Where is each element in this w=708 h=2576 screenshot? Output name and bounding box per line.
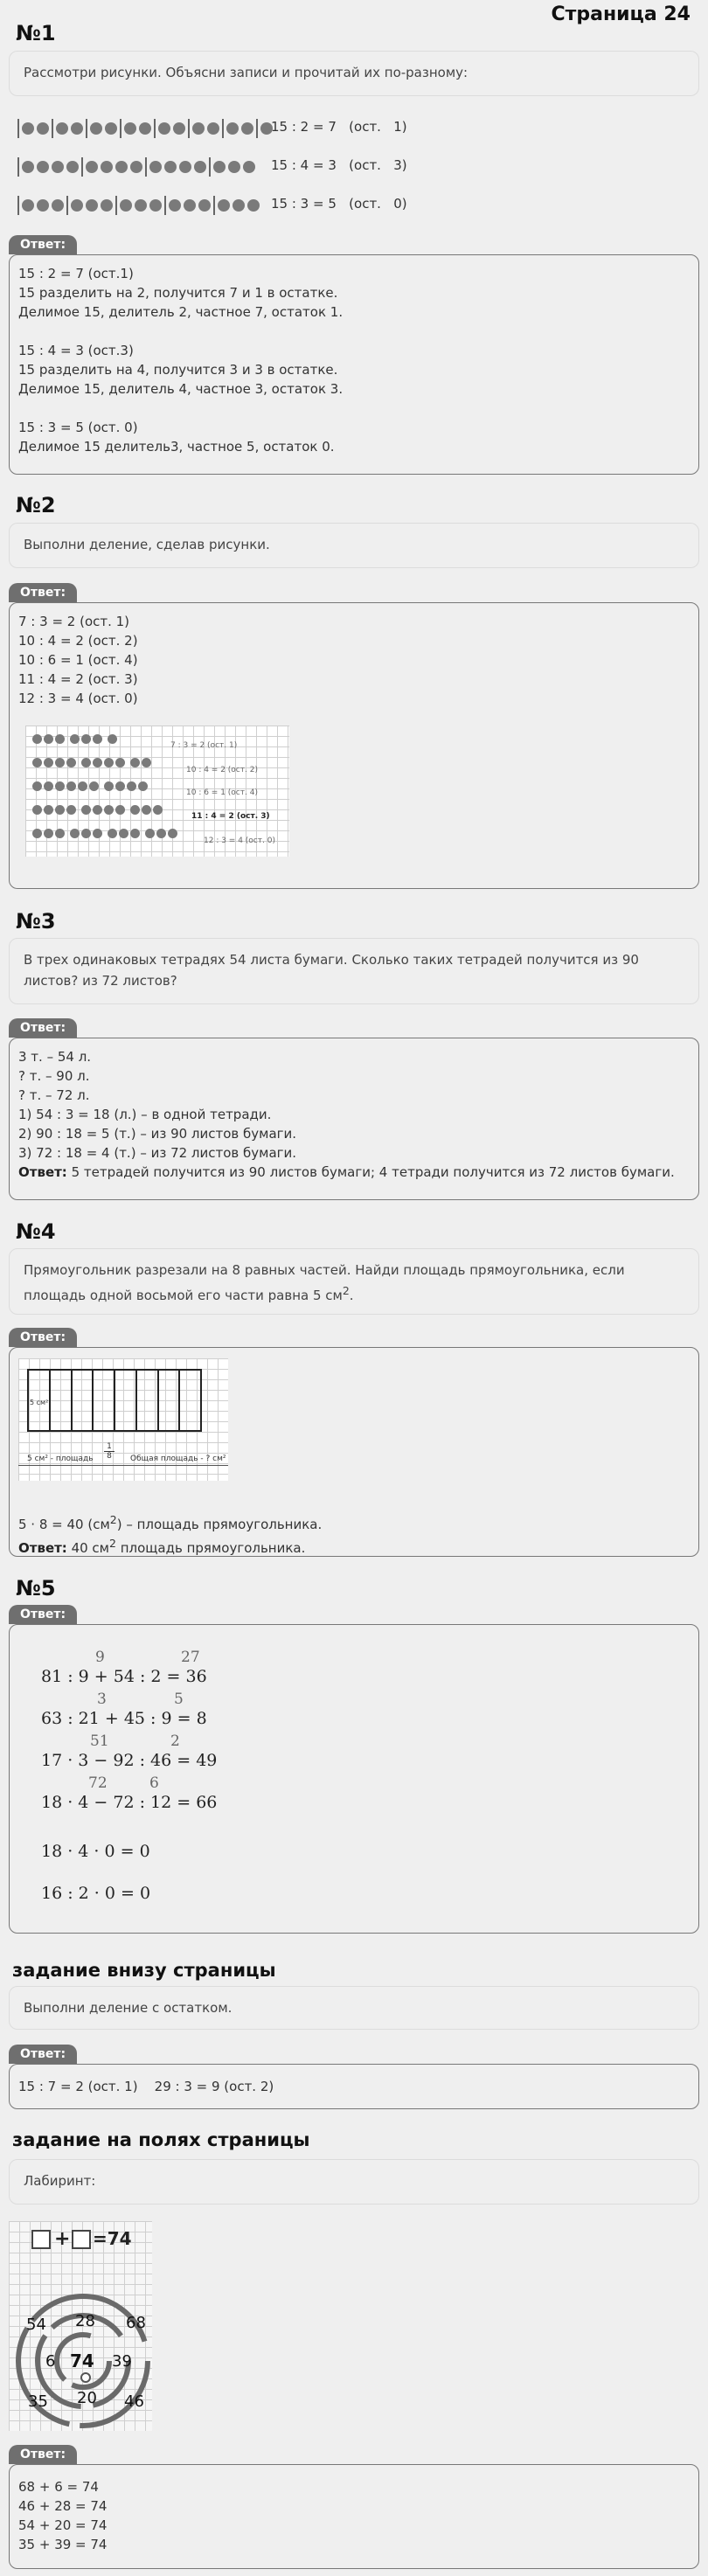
task-2-answer — [9, 602, 699, 889]
maze-figure — [9, 2221, 152, 2431]
answer-line: ? т. – 90 л. — [18, 1068, 90, 1084]
answer-line: 54 + 20 = 74 — [18, 2517, 108, 2533]
dot — [93, 758, 102, 767]
fig-left: 5 см² - площадь — [27, 1455, 94, 1463]
task-5-title: №5 — [16, 1576, 56, 1600]
plus-sign: + — [54, 2228, 71, 2250]
dot — [179, 161, 191, 173]
dot — [22, 199, 34, 212]
task-3-answer — [9, 1038, 699, 1200]
group-divider — [213, 196, 215, 215]
dot — [44, 758, 53, 767]
intermediate-value: 51 — [90, 1732, 109, 1750]
dot — [108, 734, 117, 744]
dot — [71, 122, 83, 135]
rect-part — [159, 1371, 181, 1430]
group-divider — [120, 119, 121, 138]
dot — [115, 781, 125, 791]
dot — [213, 161, 226, 173]
dot — [233, 199, 245, 212]
dot — [93, 805, 102, 815]
dot — [226, 122, 239, 135]
task-1-question — [9, 51, 699, 96]
fig-label: 10 : 6 = 1 (ост. 4) — [186, 788, 258, 797]
dot — [55, 829, 65, 838]
dot — [115, 758, 125, 767]
dot — [32, 805, 42, 815]
expression: 18 · 4 − 72 : 12 = 66 — [41, 1793, 218, 1812]
group-divider — [66, 196, 68, 215]
dot — [70, 829, 80, 838]
intermediate-value: 3 — [97, 1691, 107, 1708]
group-divider — [188, 119, 190, 138]
group-divider — [17, 119, 19, 138]
group-divider — [81, 157, 83, 177]
answer-line: 15 : 3 = 5 (ост. 0) — [18, 420, 138, 435]
maze-number: 20 — [77, 2389, 97, 2407]
task-1-eq-2: 15 : 4 = 3 (ост. 3) — [271, 157, 407, 173]
answer-line: 2) 90 : 18 = 5 (т.) – из 90 листов бумаги. — [18, 1126, 297, 1142]
rect-part — [94, 1371, 115, 1430]
dot — [145, 829, 155, 838]
dot — [130, 829, 140, 838]
task-2-question — [9, 523, 699, 568]
dot — [86, 161, 98, 173]
dot — [81, 829, 91, 838]
intermediate-value: 27 — [181, 1649, 200, 1666]
dot — [124, 122, 136, 135]
group-divider — [86, 119, 87, 138]
answer-line: 10 : 4 = 2 (ост. 2) — [18, 633, 138, 649]
task-1-eq-3: 15 : 3 = 5 (ост. 0) — [271, 196, 407, 212]
dot — [37, 199, 49, 212]
dot-row — [17, 119, 262, 138]
dot — [44, 781, 53, 791]
answer-line: 3 т. – 54 л. — [18, 1049, 92, 1065]
intermediate-value: 6 — [149, 1774, 159, 1792]
margin-task-title: задание на полях страницы — [12, 2129, 310, 2150]
group-divider — [115, 196, 117, 215]
dot — [127, 781, 136, 791]
rect-part — [51, 1371, 73, 1430]
dot — [130, 758, 140, 767]
answer-line: 15 : 4 = 3 (ост.3) — [18, 343, 134, 358]
rectangle-8-parts — [27, 1369, 202, 1432]
dot — [81, 805, 91, 815]
dot — [130, 161, 142, 173]
dot — [22, 122, 34, 135]
dot-row — [17, 157, 262, 177]
dot — [184, 199, 196, 212]
answer-line: 15 : 2 = 7 (ост.1) — [18, 266, 134, 281]
intermediate-value: 9 — [95, 1649, 105, 1666]
dot — [32, 758, 42, 767]
bottom-task-title: задание внизу страницы — [12, 1960, 276, 1981]
dot — [247, 199, 260, 212]
task-4-figure — [18, 1358, 228, 1481]
expression: 16 : 2 · 0 = 0 — [41, 1884, 151, 1903]
task-4-answer — [9, 1347, 699, 1557]
task-5-answer-tag: Ответ: — [9, 1605, 77, 1624]
group-divider — [154, 119, 156, 138]
answer-line: 15 разделить на 2, получится 7 и 1 в остатке. — [18, 285, 338, 301]
answer-line: 5 · 8 = 40 $(см^2)$ – площадь прямоугольника. — [18, 1513, 323, 1532]
dot — [138, 781, 148, 791]
task-1-eq-1: 15 : 2 = 7 (ост. 1) — [271, 119, 407, 135]
dot — [32, 734, 42, 744]
dot — [81, 758, 91, 767]
dot — [115, 161, 128, 173]
group-divider — [222, 119, 224, 138]
dot — [44, 734, 53, 744]
intermediate-value: 2 — [170, 1732, 180, 1750]
dot — [52, 161, 64, 173]
dot — [37, 122, 49, 135]
answer-line: ? т. – 72 л. — [18, 1087, 90, 1103]
dot — [93, 829, 102, 838]
answer-line: 12 : 3 = 4 (ост. 0) — [18, 691, 138, 706]
dot — [104, 805, 114, 815]
expression: 63 : 21 + 45 : 9 = 8 — [41, 1709, 207, 1728]
answer-line: 7 : 3 = 2 (ост. 1) — [18, 614, 130, 629]
dot — [44, 829, 53, 838]
maze-number: 28 — [75, 2312, 95, 2330]
task-2-answer-tag: Ответ: — [9, 583, 77, 602]
group-divider — [145, 157, 147, 177]
dot — [52, 199, 64, 212]
task-4-answer-tag: Ответ: — [9, 1328, 77, 1347]
answer-line: 10 : 6 = 1 (ост. 4) — [18, 652, 138, 668]
task-5-answer — [9, 1624, 699, 1934]
dot — [89, 781, 99, 791]
task-2-figure — [25, 726, 289, 857]
task-1-figure — [0, 110, 708, 215]
dot — [130, 805, 140, 815]
fig-label: 7 : 3 = 2 (ост. 1) — [170, 741, 238, 750]
dot — [70, 734, 80, 744]
group-divider — [164, 196, 166, 215]
maze-number: 46 — [124, 2392, 144, 2411]
dot — [149, 161, 162, 173]
maze-number: 68 — [126, 2314, 146, 2332]
dot — [32, 829, 42, 838]
answer-final: Ответ: 5 тетрадей получится из 90 листов бумаги; 4 тетради получится из 72 листов бумаги. — [18, 1164, 675, 1180]
dot — [90, 122, 102, 135]
answer-line: 15 : 7 = 2 (ост. 1) 29 : 3 = 9 (ост. 2) — [18, 2079, 274, 2094]
expression: 81 : 9 + 54 : 2 = 36 — [41, 1667, 207, 1686]
task-1-answer-tag: Ответ: — [9, 235, 77, 254]
dot — [71, 199, 83, 212]
dot — [164, 161, 177, 173]
dot — [32, 781, 42, 791]
dot — [78, 781, 87, 791]
answer-line: 1) 54 : 3 = 18 (л.) – в одной тетради. — [18, 1107, 272, 1122]
dot — [44, 805, 53, 815]
dot — [153, 805, 163, 815]
group-divider — [209, 157, 211, 177]
margin-task-question — [9, 2159, 699, 2205]
dot — [241, 122, 253, 135]
dot — [55, 758, 65, 767]
dot — [149, 199, 162, 212]
dot — [120, 199, 132, 212]
dot — [104, 758, 114, 767]
dot — [37, 161, 49, 173]
dot — [135, 199, 147, 212]
maze-number: 39 — [112, 2352, 132, 2371]
answer-line: Делимое 15, делитель 4, частное 3, остаток 3. — [18, 381, 344, 397]
dot — [101, 199, 113, 212]
task-4-title: №4 — [16, 1219, 56, 1244]
dot — [66, 781, 76, 791]
rect-part — [73, 1371, 94, 1430]
group-divider — [52, 119, 53, 138]
answer-line: 15 разделить на 4, получится 3 и 3 в остатке. — [18, 362, 338, 378]
intermediate-value: 72 — [88, 1774, 108, 1792]
dot — [142, 758, 151, 767]
dot — [56, 122, 68, 135]
answer-line: 11 : 4 = 2 (ост. 3) — [18, 671, 138, 687]
dot — [158, 122, 170, 135]
group-divider — [17, 157, 19, 177]
margin-task-answer-tag: Ответ: — [9, 2445, 77, 2464]
rect-part — [115, 1371, 137, 1430]
maze-center: 74 — [70, 2350, 94, 2371]
task-3-question-text: В трех одинаковых тетрадях 54 листа бумаги. Сколько таких тетрадей получится из 90 листов? из 72 листов? — [24, 952, 639, 989]
dot — [173, 122, 185, 135]
task-3-answer-tag: Ответ: — [9, 1018, 77, 1038]
margin-task-answer — [9, 2464, 699, 2569]
dot — [218, 199, 230, 212]
intermediate-value: 5 — [174, 1691, 184, 1708]
answer-line: Делимое 15, делитель 2, частное 7, остаток 1. — [18, 304, 344, 320]
answer-line: Делимое 15 делитель3, частное 5, остаток 0. — [18, 439, 335, 455]
task-4-question-text: Прямоугольник разрезали на 8 равных частей. Найди площадь прямоугольника, если площадь одной восьмой его части равна 5 см — [24, 1262, 625, 1303]
target-sum: =74 — [93, 2228, 132, 2249]
dot — [66, 805, 76, 815]
task-4-question-sup: 2 — [342, 1284, 350, 1297]
task-3-question — [9, 938, 699, 1004]
fig-right: Общая площадь - ? см² — [130, 1455, 226, 1463]
dot — [139, 122, 151, 135]
dot — [142, 805, 151, 815]
task-1-title: №1 — [16, 21, 56, 45]
answer-final: Ответ: 40 $см^2$ площадь прямоугольника. — [18, 1537, 306, 1556]
dot — [86, 199, 98, 212]
maze-number: 54 — [26, 2316, 46, 2334]
dot-row — [17, 196, 262, 215]
answer-line: 3) 72 : 18 = 4 (т.) – из 72 листов бумаги. — [18, 1145, 297, 1161]
dot — [192, 122, 205, 135]
bottom-task-answer — [9, 2064, 699, 2109]
expression: 18 · 4 · 0 = 0 — [41, 1842, 150, 1861]
bottom-task-question — [9, 1986, 699, 2030]
fig-label: 11 : 4 = 2 (ост. 3) — [191, 812, 270, 821]
answer-line: 35 + 39 = 74 — [18, 2537, 108, 2552]
dot — [55, 734, 65, 744]
dot — [101, 161, 113, 173]
margin-task-question-text: Лабиринт: — [24, 2173, 96, 2189]
fig-label: 12 : 3 = 4 (ост. 0) — [204, 837, 275, 845]
bottom-task-question-text: Выполни деление с остатком. — [24, 2000, 233, 2016]
dot — [243, 161, 255, 173]
group-divider — [256, 119, 258, 138]
dot — [207, 122, 219, 135]
dot — [108, 829, 117, 838]
maze-number: 6 — [45, 2352, 56, 2371]
fig-label: 10 : 4 = 2 (ост. 2) — [186, 766, 258, 774]
task-1-question-text: Рассмотри рисунки. Объясни записи и прочитай их по-разному: — [24, 65, 469, 80]
maze-number: 35 — [28, 2392, 48, 2411]
dot — [198, 199, 211, 212]
dot — [168, 829, 177, 838]
answer-line: 68 + 6 = 74 — [18, 2479, 99, 2495]
bottom-task-answer-tag: Ответ: — [9, 2045, 77, 2064]
dot — [228, 161, 240, 173]
task-2-question-text: Выполни деление, сделав рисунки. — [24, 537, 270, 552]
task-4-question: Прямоугольник разрезали на 8 равных частей. Найди площадь прямоугольника, если площадь одной восьмой его части равна 5 $см^2$. — [9, 1248, 699, 1315]
fig-fraction: 1 8 — [104, 1442, 115, 1461]
dot — [22, 161, 34, 173]
dot — [115, 805, 125, 815]
dot — [156, 829, 166, 838]
expression: 17 · 3 − 92 : 46 = 49 — [41, 1751, 218, 1770]
dot — [81, 734, 91, 744]
dot — [66, 161, 79, 173]
task-1-answer — [9, 254, 699, 475]
fig-cell-label: 5 см² — [30, 1399, 49, 1406]
group-divider — [17, 196, 19, 215]
dot — [93, 734, 102, 744]
rect-part — [180, 1371, 200, 1430]
dot — [169, 199, 181, 212]
dot — [66, 758, 76, 767]
dot — [105, 122, 117, 135]
rect-part — [137, 1371, 159, 1430]
dot — [104, 781, 114, 791]
dot — [55, 781, 65, 791]
page-number: Страница 24 — [551, 3, 691, 25]
task-2-title: №2 — [16, 493, 56, 517]
dot — [119, 829, 128, 838]
dot — [194, 161, 206, 173]
task-3-title: №3 — [16, 909, 56, 934]
dot — [55, 805, 65, 815]
answer-line: 46 + 28 = 74 — [18, 2498, 108, 2514]
